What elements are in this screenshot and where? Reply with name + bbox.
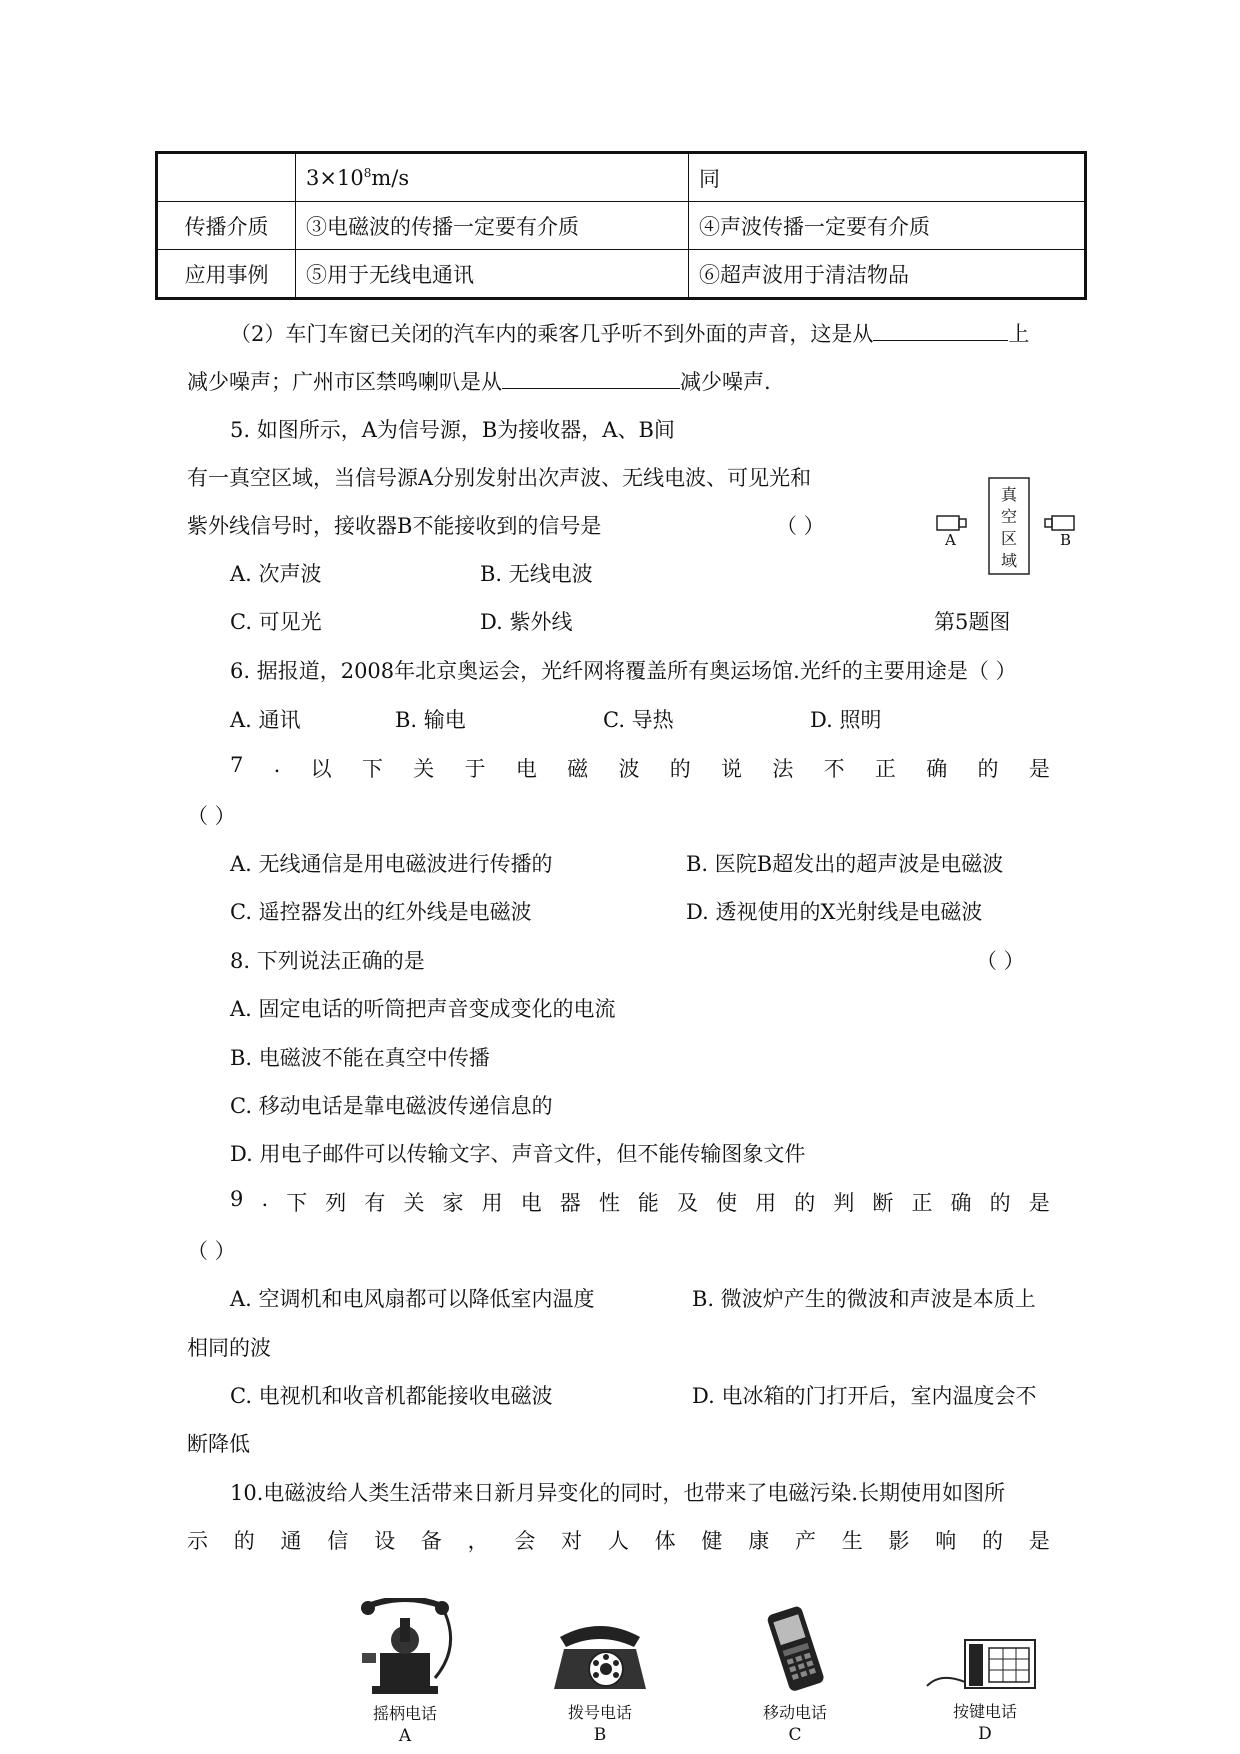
q9-paren: （ ）: [187, 1239, 236, 1263]
q10-char: 响: [935, 1529, 957, 1553]
table-cell: ④声波传播一定要有介质: [689, 202, 1086, 250]
q7-char: 7: [230, 753, 244, 777]
q8-stem: 8. 下列说法正确的是: [230, 949, 425, 973]
q4-2-text: 上: [1008, 322, 1030, 346]
q10-char: 健: [701, 1529, 723, 1553]
q10-char: 对: [561, 1529, 583, 1553]
q10-line1: 10.电磁波给人类生活带来日新月异变化的同时，也带来了电磁污染.长期使用如图所: [230, 1481, 1006, 1505]
q9-char: 电: [520, 1191, 542, 1215]
phone-caption: 摇柄电话: [372, 1704, 437, 1723]
q5-figure: [935, 476, 1085, 576]
q6-option-d: D. 照明: [810, 708, 882, 732]
q9-char: 家: [442, 1191, 464, 1215]
q7-char: 法: [772, 757, 794, 781]
q7-char: 下: [361, 757, 383, 781]
table-cell-label: 应用事例: [157, 250, 296, 299]
q10-char: 生: [841, 1529, 863, 1553]
comparison-table: [155, 151, 1087, 300]
q4-2-line1: [230, 318, 1029, 348]
q10-char: ，: [467, 1529, 489, 1553]
q8-option-a: A. 固定电话的听筒把声音变成变化的电流: [230, 997, 616, 1021]
q9-char: 确: [950, 1191, 972, 1215]
q9-char: 使: [716, 1191, 738, 1215]
q10-char: 通: [280, 1529, 302, 1553]
q5-line3: 紫外线信号时，接收器B不能接收到的信号是: [187, 514, 602, 538]
q5-option-a: A. 次声波: [230, 562, 322, 586]
q9-char: 正: [911, 1191, 933, 1215]
q9-char: 的: [989, 1191, 1011, 1215]
vacuum-char: 真: [1001, 485, 1018, 504]
q10-char: 产: [794, 1529, 816, 1553]
q9-char: 判: [833, 1191, 855, 1215]
q5-option-b: B. 无线电波: [480, 562, 593, 586]
q7-stem: [230, 753, 1050, 783]
q10-char: 人: [607, 1529, 629, 1553]
q7-char: 的: [977, 757, 999, 781]
q7-char: 波: [618, 757, 640, 781]
phone-letter: A: [398, 1726, 412, 1746]
q7-char: 磁: [567, 757, 589, 781]
q7-char: 的: [669, 757, 691, 781]
q9-stem: [230, 1187, 1050, 1217]
q9-char: 下: [286, 1191, 308, 1215]
table-cell-speed: [296, 153, 689, 202]
q9-option-a: A. 空调机和电风扇都可以降低室内温度: [230, 1287, 595, 1311]
q5-figure-caption: 第5题图: [934, 610, 1011, 634]
answer-blank[interactable]: [502, 368, 680, 389]
source-label: A: [945, 531, 956, 549]
q10-char: 是: [1028, 1529, 1050, 1553]
speed-base: 3×10: [306, 165, 364, 190]
q6-option-c: C. 导热: [603, 708, 674, 732]
q5-option-d: D. 紫外线: [480, 610, 573, 634]
q6-option-a: A. 通讯: [230, 708, 301, 732]
speed-exponent: 8: [363, 165, 372, 180]
q9-char: 能: [637, 1191, 659, 1215]
table-cell: ③电磁波的传播一定要有介质: [296, 202, 689, 250]
q7-char: 关: [413, 757, 435, 781]
q7-char: 正: [874, 757, 896, 781]
q10-char: 设: [374, 1529, 396, 1553]
q7-char: 以: [310, 757, 332, 781]
q8-option-b: B. 电磁波不能在真空中传播: [230, 1046, 490, 1070]
q7-option-a: A. 无线通信是用电磁波进行传播的: [230, 852, 553, 876]
q7-option-c: C. 遥控器发出的红外线是电磁波: [230, 900, 532, 924]
q8-paren: （ ）: [976, 949, 1025, 973]
phone-caption: 移动电话: [762, 1703, 827, 1722]
speed-unit: m/s: [371, 165, 410, 190]
table-cell: ⑤用于无线电通讯: [296, 250, 689, 299]
q9-char: 及: [677, 1191, 698, 1215]
q10-char: 信: [327, 1529, 349, 1553]
q7-char: 不: [823, 757, 845, 781]
phone-option-b: [540, 1615, 660, 1745]
q10-char: 康: [748, 1529, 770, 1553]
q7-char: 确: [926, 757, 948, 781]
q9-char: 性: [598, 1191, 620, 1215]
q9-option-d-cont: 断降低: [187, 1432, 250, 1456]
q4-2-text: 减少噪声.: [680, 370, 771, 394]
q5-line1: 5. 如图所示，A为信号源，B为接收器，A、B间: [230, 418, 675, 442]
q9-option-b: B. 微波炉产生的微波和声波是本质上: [692, 1287, 1036, 1311]
receiver-label: B: [1060, 531, 1072, 549]
q7-paren: （ ）: [187, 804, 236, 828]
q9-option-d: D. 电冰箱的门打开后，室内温度会不: [692, 1384, 1037, 1408]
q10-char: 备: [420, 1529, 442, 1553]
q10-char: 体: [654, 1529, 676, 1553]
q7-char: 电: [515, 757, 537, 781]
q7-char: 说: [721, 757, 743, 781]
phone-option-d: [920, 1612, 1050, 1744]
q9-char: 列: [325, 1191, 347, 1215]
q9-char: 关: [403, 1191, 425, 1215]
q7-char: 于: [464, 757, 486, 781]
table-cell: ⑥超声波用于清洁物品: [689, 250, 1086, 299]
q9-char: 是: [1028, 1191, 1050, 1215]
table-cell: 同: [689, 153, 1086, 202]
q9-option-c: C. 电视机和收音机都能接收电磁波: [230, 1384, 553, 1408]
q8-option-d: D. 用电子邮件可以传输文字、声音文件，但不能传输图象文件: [230, 1142, 806, 1166]
answer-blank[interactable]: [873, 320, 1008, 341]
q10-line2: [187, 1525, 1050, 1555]
q10-char: 的: [982, 1529, 1004, 1553]
q9-char: 用: [481, 1191, 503, 1215]
mobile-phone-icon: [760, 1605, 830, 1695]
vacuum-char: 区: [1001, 529, 1018, 548]
q9-char: 断: [872, 1191, 894, 1215]
q10-char: 会: [514, 1529, 536, 1553]
q4-2-line2: [187, 366, 771, 396]
table-row: [157, 153, 1086, 202]
phone-option-c: [740, 1605, 850, 1745]
table-cell-label: 传播介质: [157, 202, 296, 250]
q9-option-b-cont: 相同的波: [187, 1336, 271, 1360]
table-cell-label: [157, 153, 296, 202]
phone-caption: 拨号电话: [567, 1703, 632, 1722]
rotary-telephone-icon: [550, 1615, 650, 1695]
q7-char: .: [273, 753, 281, 777]
keypad-telephone-icon: [925, 1612, 1045, 1694]
q4-2-text: 减少噪声；广州市区禁鸣喇叭是从: [187, 370, 502, 394]
q7-char: 是: [1028, 757, 1050, 781]
vacuum-char: 域: [1001, 551, 1018, 570]
q9-char: .: [261, 1187, 269, 1211]
q7-option-b: B. 医院B超发出的超声波是电磁波: [686, 852, 1004, 876]
phone-caption: 按键电话: [952, 1702, 1017, 1721]
q9-char: 9: [230, 1187, 244, 1211]
q9-char: 有: [364, 1191, 386, 1215]
phone-letter: C: [788, 1725, 802, 1745]
q8-option-c: C. 移动电话是靠电磁波传递信息的: [230, 1094, 553, 1118]
q9-char: 用: [755, 1191, 777, 1215]
q10-char: 示: [187, 1529, 208, 1553]
q6-option-b: B. 输电: [395, 708, 466, 732]
q5-line2: 有一真空区域，当信号源A分别发射出次声波、无线电波、可见光和: [187, 466, 812, 490]
table-row: [157, 202, 1086, 250]
q4-2-text: （2）车门车窗已关闭的汽车内的乘客几乎听不到外面的声音，这是从: [230, 322, 874, 346]
phone-option-a: [340, 1598, 470, 1746]
q9-char: 的: [794, 1191, 816, 1215]
q5-option-c: C. 可见光: [230, 610, 322, 634]
q10-char: 影: [888, 1529, 910, 1553]
phone-letter: B: [593, 1725, 607, 1745]
vacuum-region-label: [1001, 484, 1019, 572]
q10-char: 的: [233, 1529, 255, 1553]
table-row: [157, 250, 1086, 299]
phone-letter: D: [978, 1724, 992, 1744]
q6-stem: 6. 据报道，2008年北京奥运会，光纤网将覆盖所有奥运场馆.光纤的主要用途是（ ）: [230, 659, 1017, 683]
crank-telephone-icon: [350, 1598, 460, 1696]
q5-paren: （ ）: [776, 514, 825, 538]
q7-option-d: D. 透视使用的X光射线是电磁波: [686, 900, 983, 924]
vacuum-char: 空: [1001, 507, 1018, 526]
q9-char: 器: [559, 1191, 581, 1215]
